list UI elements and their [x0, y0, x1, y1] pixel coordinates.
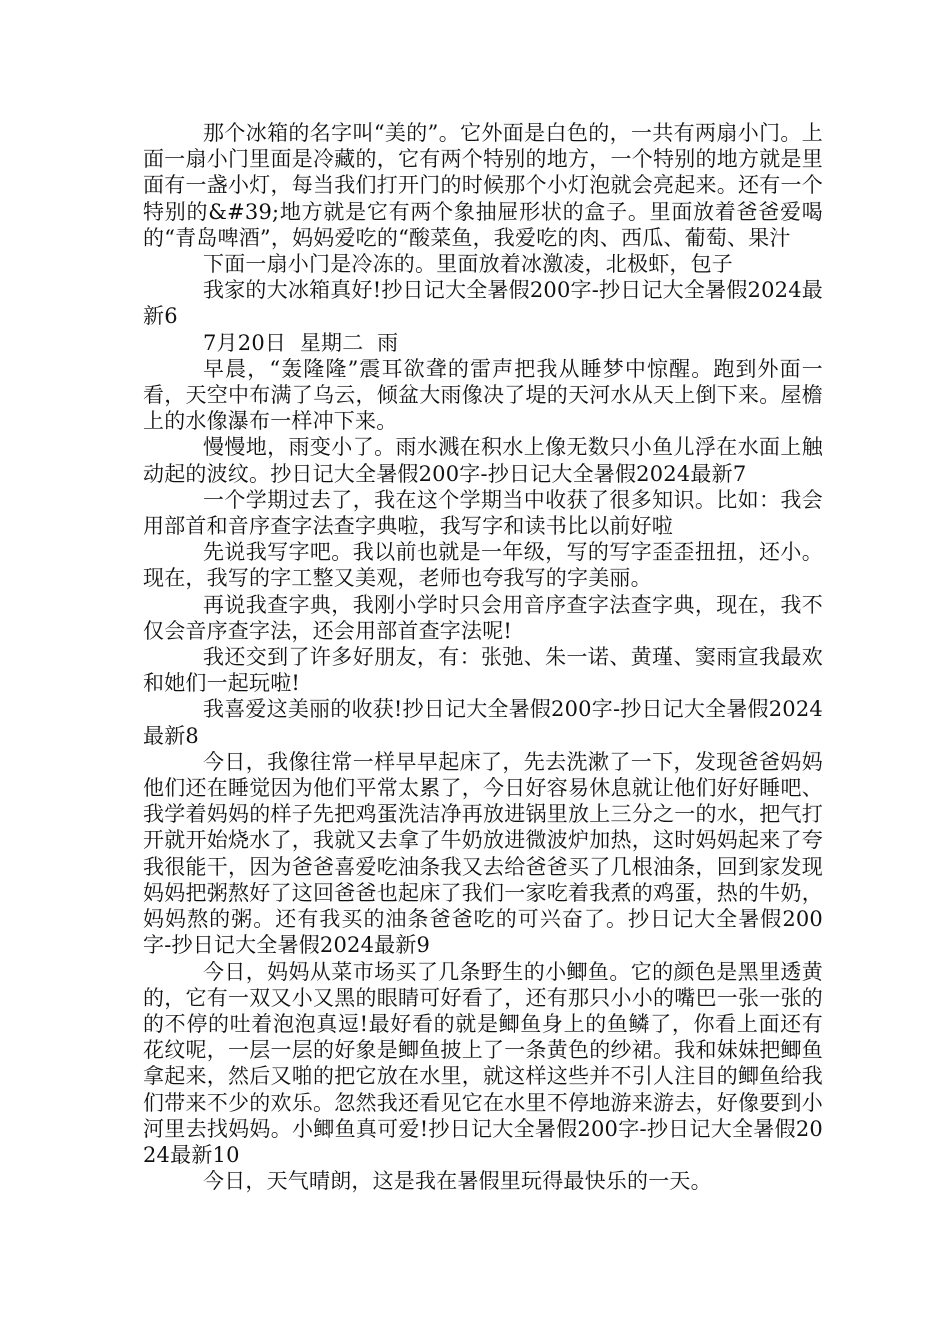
paragraph-14: 今日，天气晴朗，这是我在暑假里玩得最快乐的一天。 — [203, 1169, 712, 1194]
paragraph-5: 早晨，“轰隆隆”震耳欲聋的雷声把我从睡梦中惊醒。跑到外面一看，天空中布满了乌云，倾盆大雨像决了堤的天河水从天上倒下来。屋檐上的水像瀑布一样冲下来。 — [143, 356, 823, 434]
paragraph-9: 再说我查字典，我刚小学时只会用音序查字法查字典，现在，我不仅会音序查字法，还会用部首查字法呢! — [143, 592, 823, 643]
paragraph-6: 慢慢地，雨变小了。雨水溅在积水上像无数只小鱼儿浮在水面上触动起的波纹。抄日记大全暑假200字-抄日记大全暑假2024最新7 — [143, 435, 823, 486]
diary-date-line: 7月20日 星期二 雨 — [203, 330, 399, 355]
document-body — [143, 120, 823, 1194]
paragraph-11: 我喜爱这美丽的收获!抄日记大全暑假200字-抄日记大全暑假2024最新8 — [143, 697, 823, 748]
paragraph-12: 今日，我像往常一样早早起床了，先去洗漱了一下，发现爸爸妈妈他们还在睡觉因为他们平常太累了，今日好容易休息就让他们好好睡吧、我学着妈妈的样子先把鸡蛋洗洁净再放进锅里放上三分之一的水，把气打开就开始烧水了，我就又去拿了牛奶放进微波炉加热，这时妈妈起来了夸我很能干，因为爸爸喜爱吃油条我又去给爸爸买了几根油条，回到家发现妈妈把粥熬好了这回爸爸也起床了我们一家吃着我煮的鸡蛋，热的牛奶，妈妈熬的粥。还有我买的油条爸爸吃的可兴奋了。抄日记大全暑假200字-抄日记大全暑假2024最新9 — [143, 749, 823, 958]
paragraph-8: 先说我写字吧。我以前也就是一年级，写的写字歪歪扭扭，还小。现在，我写的字工整又美观，老师也夸我写的字美丽。 — [143, 540, 823, 591]
paragraph-3: 我家的大冰箱真好!抄日记大全暑假200字-抄日记大全暑假2024最新6 — [143, 278, 823, 329]
paragraph-10: 我还交到了许多好朋友，有：张弛、朱一诺、黄瑾、窦雨宣我最欢和她们一起玩啦! — [143, 645, 823, 696]
paragraph-7: 一个学期过去了，我在这个学期当中收获了很多知识。比如：我会用部首和音序查字法查字典啦，我写字和读书比以前好啦 — [143, 487, 823, 539]
paragraph-13: 今日，妈妈从菜市场买了几条野生的小鲫鱼。它的颜色是黑里透黄的，它有一双又小又黑的眼睛可好看了，还有那只小小的嘴巴一张一张的的不停的吐着泡泡真逗!最好看的就是鲫鱼身上的鱼鳞了，你看上面还有花纹呢，一层一层的好象是鲫鱼披上了一条黄色的纱裙。我和妹妹把鲫鱼拿起来，然后又啪的把它放在水里，就这样这些并不引人注目的鲫鱼给我们带来不少的欢乐。忽然我还看见它在水里不停地游来游去，好像要到小河里去找妈妈。小鲫鱼真可爱!抄日记大全暑假200字-抄日记大全暑假2024最新10 — [143, 959, 823, 1167]
paragraph-2: 下面一扇小门是冷冻的。里面放着冰激凌，北极虾，包子 — [203, 252, 733, 277]
paragraph-1: 那个冰箱的名字叫“美的”。它外面是白色的，一共有两扇小门。上面一扇小门里面是冷藏的，它有两个特别的地方，一个特别的地方就是里面有一盏小灯，每当我们打开门的时候那个小灯泡就会亮起来。还有一个特别的&#39;地方就是它有两个象抽屉形状的盒子。里面放着爸爸爱喝的“青岛啤酒”，妈妈爱吃的“酸菜鱼，我爱吃的肉、西瓜、葡萄、果汁 — [143, 121, 823, 250]
